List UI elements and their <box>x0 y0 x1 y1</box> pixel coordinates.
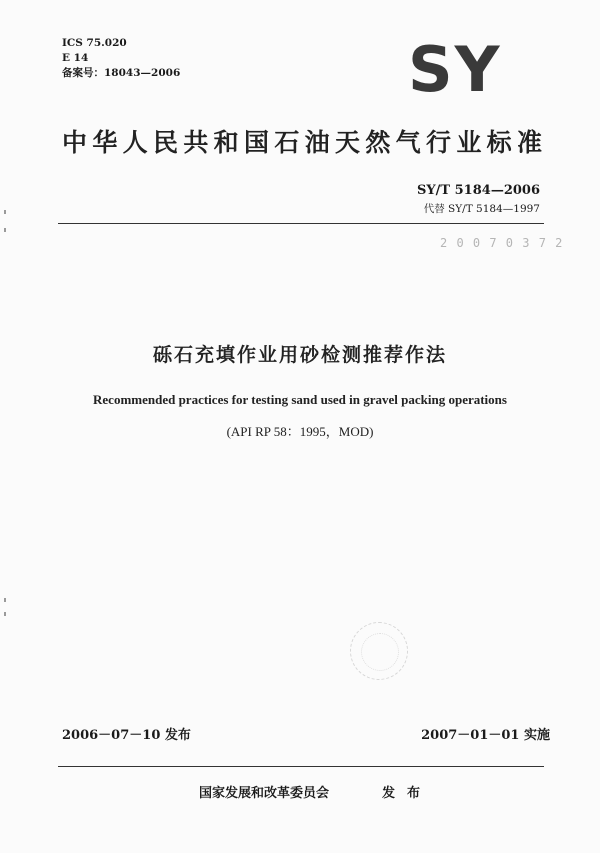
ics-code: ICS 75.020 <box>62 37 127 49</box>
faint-seal-stamp <box>350 622 408 680</box>
title-chinese: 砾石充填作业用砂检测推荐作法 <box>152 344 447 366</box>
standard-type-heading: 中华人民共和国石油天然气行业标准 <box>62 128 542 157</box>
scan-margin-mark <box>4 598 6 602</box>
bottom-divider <box>58 766 544 767</box>
sy-logo: SY <box>408 33 502 106</box>
scan-margin-mark <box>4 612 6 616</box>
top-divider <box>58 223 544 224</box>
filing-number: 备案号：18043—2006 <box>62 67 181 79</box>
replaces-standard: 代替 SY/T 5184—1997 <box>423 203 540 215</box>
implementation-date: 2007－01－01 实施 <box>421 728 550 743</box>
standard-number: SY/T 5184—2006 <box>417 183 540 198</box>
adoption-note: (API RP 58：1995，MOD) <box>226 424 374 439</box>
title-english: Recommended practices for testing sand used in gravel packing operations <box>93 392 507 407</box>
issue-date: 2006－07－10 发布 <box>62 728 191 743</box>
faint-stamp-number: 2 0 0 7 0 3 7 2 <box>440 236 564 250</box>
scan-margin-mark <box>4 210 6 214</box>
ccs-code: E 14 <box>62 52 89 64</box>
publisher-name: 国家发展和改革委员会 <box>199 786 330 801</box>
publish-label: 发布 <box>382 786 433 801</box>
scan-margin-mark <box>4 228 6 232</box>
